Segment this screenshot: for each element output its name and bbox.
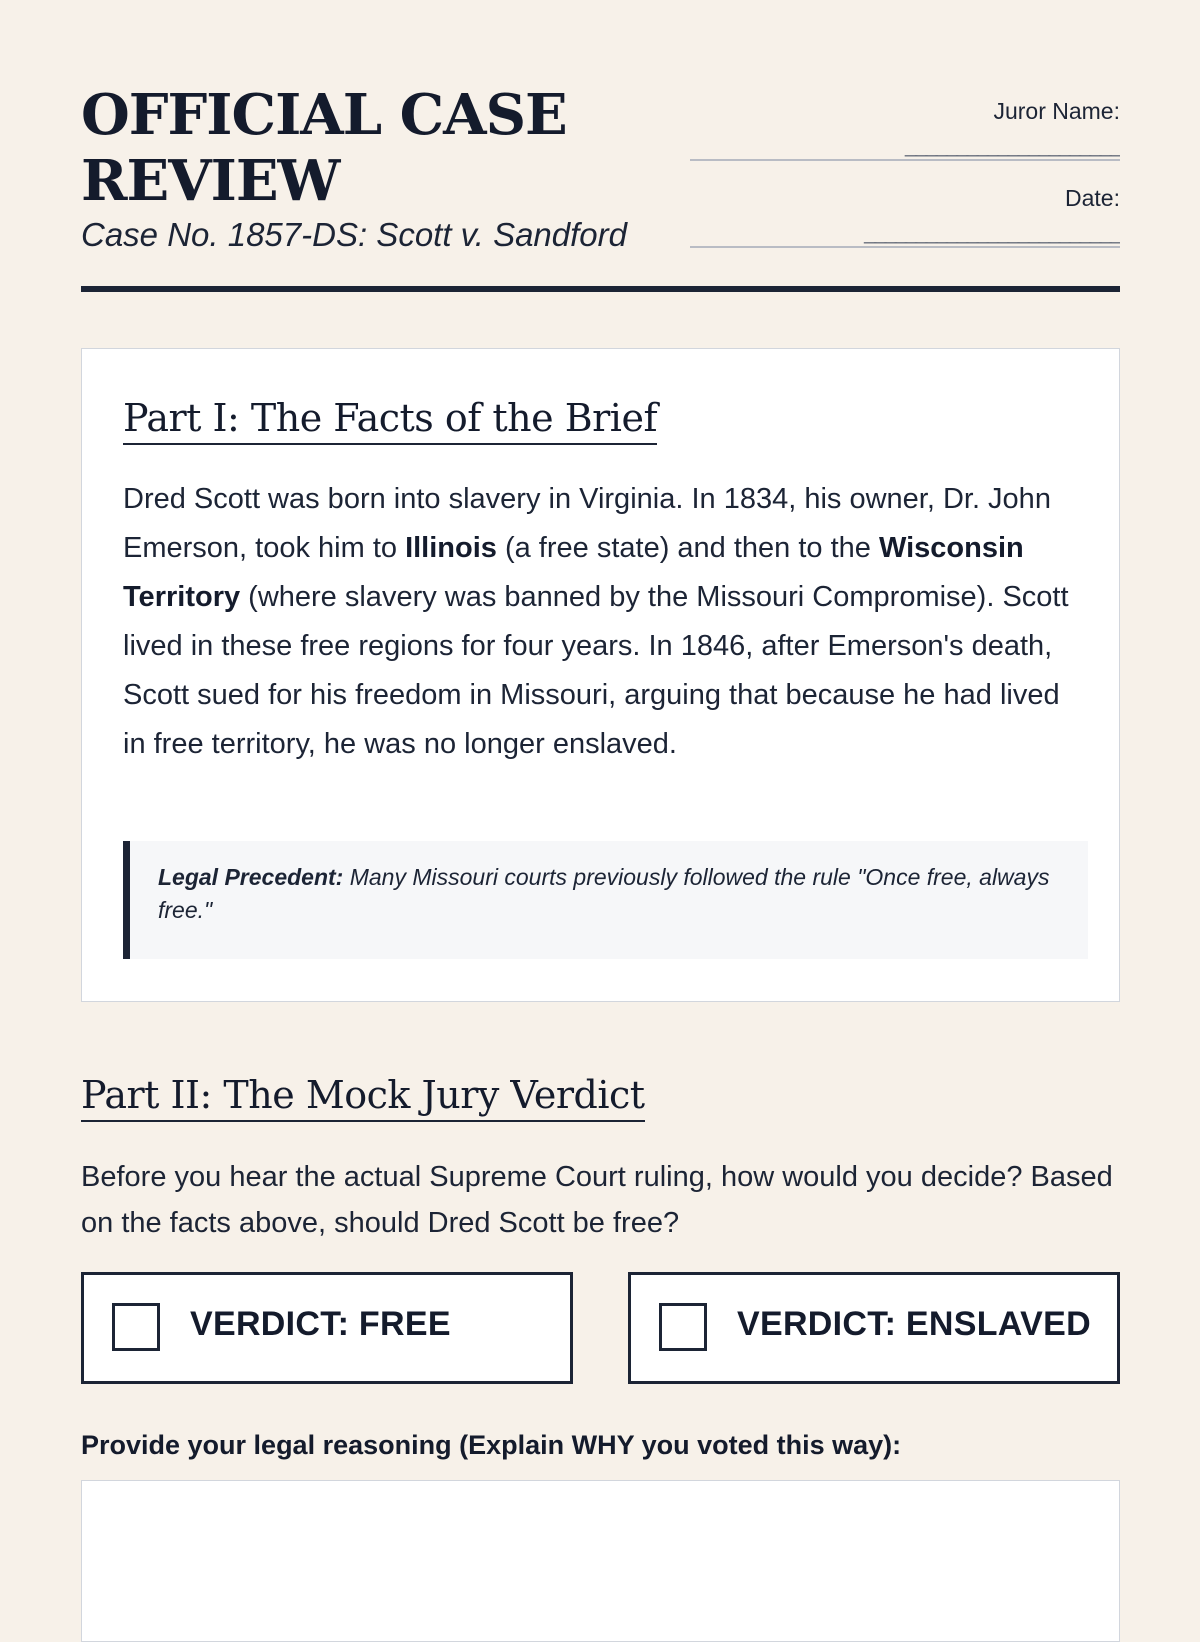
- facts-bold-wisconsin: Wisconsin Territory: [123, 532, 1024, 613]
- precedent-label: Legal Precedent:: [158, 864, 344, 890]
- date-label: Date:: [1065, 185, 1120, 211]
- verdict-enslaved-checkbox[interactable]: [659, 1303, 707, 1351]
- precedent-text: Many Missouri courts previously followed the rule "Once free, always free.": [158, 864, 1050, 923]
- juror-name-field[interactable]: _____________________: [690, 131, 1120, 161]
- header-divider: [81, 286, 1120, 292]
- facts-text-3: (where slavery was banned by the Missouri Compromise). Scott lived in these free regions for four years. In 1846, after Emerson's death, Scott sued for his freedom in Missouri, arguing that because he had lived in free territory, he was no longer enslaved.: [123, 581, 1069, 760]
- part2-title: Part II: The Mock Jury Verdict: [81, 1072, 645, 1122]
- verdict-enslaved-option[interactable]: [628, 1272, 1120, 1384]
- facts-card: [81, 348, 1120, 1002]
- header: [81, 82, 1120, 292]
- date-field[interactable]: _________________________: [690, 218, 1120, 248]
- juror-name-label: Juror Name:: [993, 98, 1120, 124]
- facts-bold-illinois: Illinois: [405, 532, 497, 564]
- facts-text-1: Dred Scott was born into slavery in Virginia. In 1834, his owner, Dr. John Emerson, took him to: [123, 483, 1051, 564]
- case-number: Case No. 1857-DS: Scott v. Sandford: [81, 216, 627, 253]
- reasoning-label: Provide your legal reasoning (Explain WHY you voted this way):: [81, 1430, 902, 1460]
- verdict-free-checkbox[interactable]: [112, 1303, 160, 1351]
- part1-title: Part I: The Facts of the Brief: [123, 395, 657, 445]
- verdict-question: Before you hear the actual Supreme Court ruling, how would you decide? Based on the facts above, should Dred Scott be free?: [81, 1161, 1113, 1239]
- reasoning-textarea[interactable]: [81, 1480, 1120, 1642]
- verdict-free-option[interactable]: [81, 1272, 573, 1384]
- verdict-free-label: VERDICT: FREE: [190, 1305, 451, 1343]
- legal-precedent-callout: [123, 841, 1088, 959]
- facts-paragraph: [123, 475, 1083, 769]
- verdict-enslaved-label: VERDICT: ENSLAVED: [737, 1305, 1091, 1343]
- juror-meta: [690, 98, 1120, 248]
- facts-text-2: (a free state) and then to the: [496, 532, 879, 564]
- page-title: OFFICIAL CASE REVIEW: [81, 82, 567, 214]
